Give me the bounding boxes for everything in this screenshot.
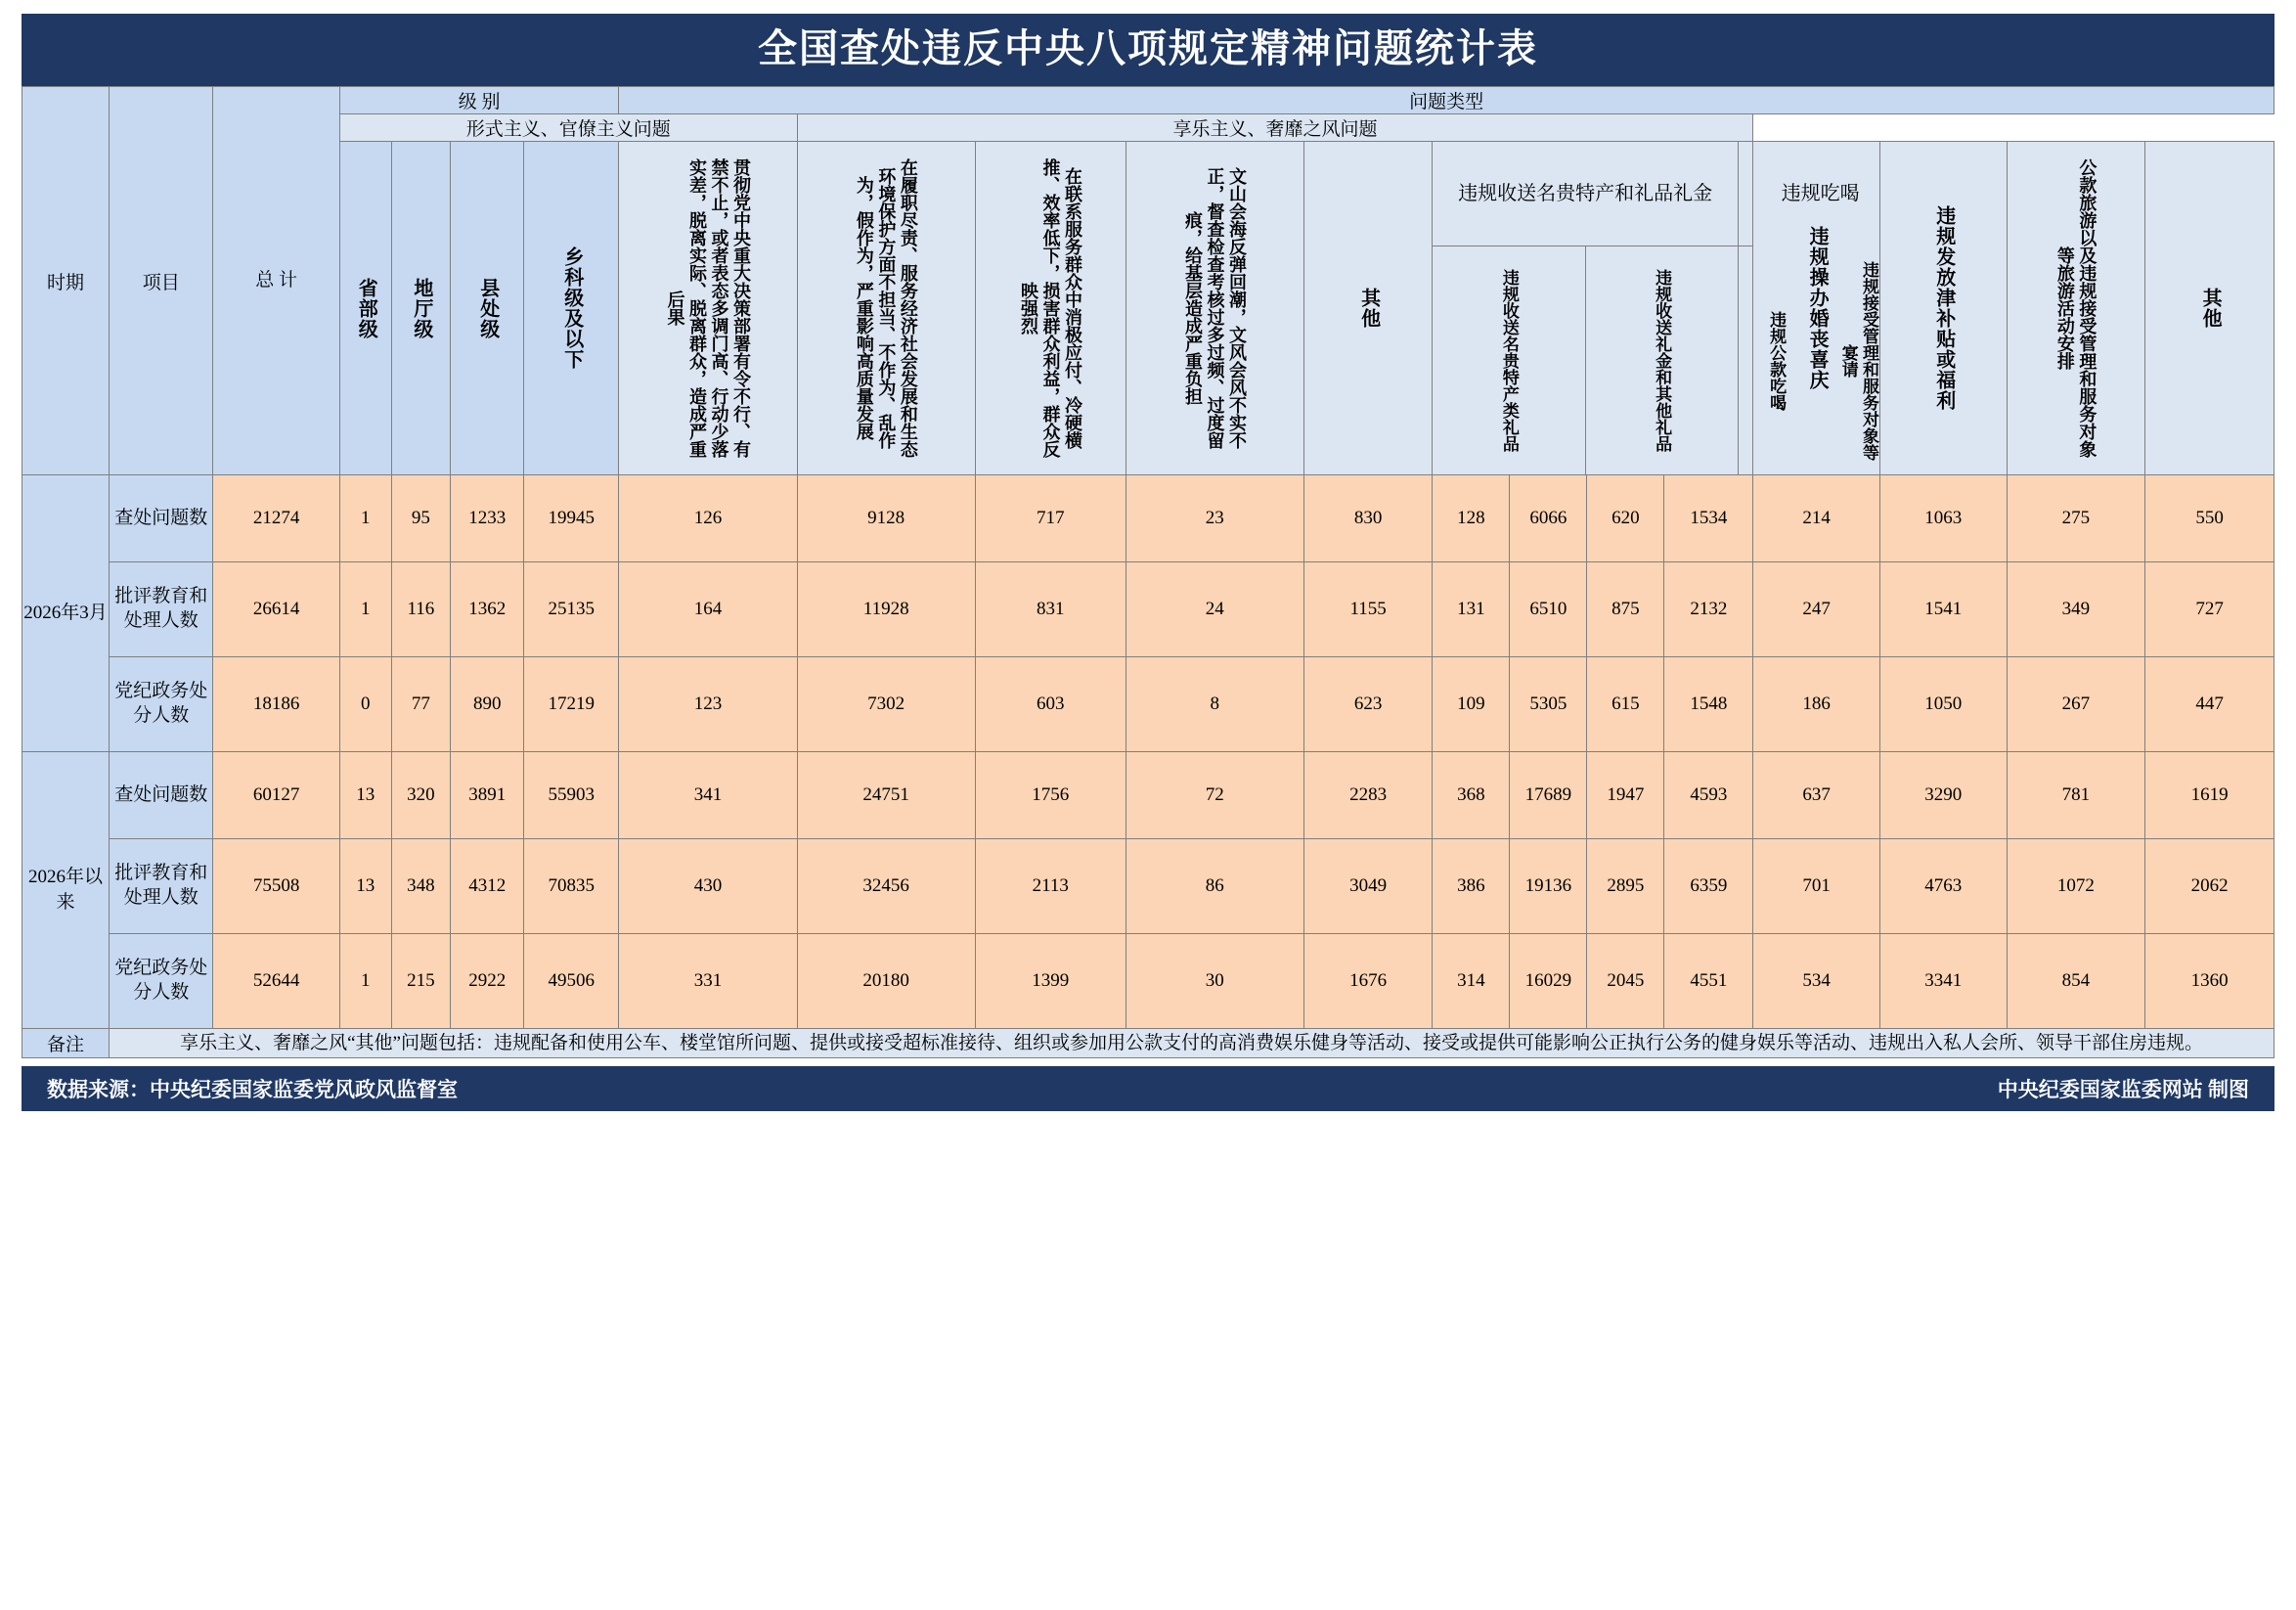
cell-total: 52644 <box>213 934 340 1029</box>
cell-level: 0 <box>339 657 391 752</box>
cell-hedonism: 186 <box>1753 657 1880 752</box>
cell-level: 116 <box>391 562 451 657</box>
header-level-province: 省部级 <box>339 142 391 475</box>
cell-level: 13 <box>339 752 391 839</box>
header-formalism-group: 形式主义、官僚主义问题 <box>339 114 797 142</box>
cell-hedonism: 349 <box>2007 562 2145 657</box>
header-formalism-col-1: 贯彻党中央重大决策部署有令不行、有禁不止，或者表态多调门高、行动少落实差，脱离实际、脱离群众，造成严重后果 <box>619 142 797 475</box>
cell-hedonism: 727 <box>2145 562 2274 657</box>
header-level-bureau: 地厅级 <box>391 142 451 475</box>
cell-formalism: 24751 <box>797 752 975 839</box>
cell-level: 320 <box>391 752 451 839</box>
cell-level: 4312 <box>451 839 524 934</box>
header-row-groups <box>22 87 2274 114</box>
cell-formalism: 164 <box>619 562 797 657</box>
cell-hedonism: 247 <box>1753 562 1880 657</box>
header-gift-sub-1: 违规收送名贵特产类礼品 <box>1433 246 1585 475</box>
row-label: 查处问题数 <box>110 475 213 562</box>
cell-total: 26614 <box>213 562 340 657</box>
cell-level: 1233 <box>451 475 524 562</box>
cell-level: 1362 <box>451 562 524 657</box>
cell-hedonism: 4593 <box>1664 752 1753 839</box>
cell-total: 18186 <box>213 657 340 752</box>
cell-level: 348 <box>391 839 451 934</box>
cell-total: 75508 <box>213 839 340 934</box>
cell-level: 215 <box>391 934 451 1029</box>
cell-hedonism: 615 <box>1587 657 1664 752</box>
header-problem-type: 问题类型 <box>619 87 2274 114</box>
cell-formalism: 123 <box>619 657 797 752</box>
header-formalism-col-2: 在履职尽责、服务经济社会发展和生态环境保护方面不担当、不作为、乱作为，假作为，严重影响高质量发展 <box>797 142 975 475</box>
cell-formalism: 11928 <box>797 562 975 657</box>
cell-formalism: 8 <box>1126 657 1303 752</box>
statistics-table <box>22 86 2274 1058</box>
cell-level: 17219 <box>524 657 619 752</box>
cell-hedonism: 534 <box>1753 934 1880 1029</box>
cell-hedonism: 16029 <box>1510 934 1587 1029</box>
cell-hedonism: 275 <box>2007 475 2145 562</box>
table-row <box>22 657 2274 752</box>
cell-hedonism: 128 <box>1433 475 1510 562</box>
header-hedonism-wedding: 违规操办婚丧喜庆 <box>1753 142 1880 475</box>
cell-hedonism: 386 <box>1433 839 1510 934</box>
cell-formalism: 1676 <box>1303 934 1433 1029</box>
header-dining-sub-1: 违规公款吃喝 <box>1738 246 1814 475</box>
header-formalism-col-4: 文山会海反弹回潮，文风会风不实不正，督查检查考核过多过频、过度留痕，给基层造成严重负担 <box>1126 142 1303 475</box>
cell-hedonism: 1072 <box>2007 839 2145 934</box>
row-label: 批评教育和处理人数 <box>110 562 213 657</box>
cell-level: 890 <box>451 657 524 752</box>
header-total: 总 计 <box>213 87 340 475</box>
cell-hedonism: 1050 <box>1879 657 2007 752</box>
cell-hedonism: 854 <box>2007 934 2145 1029</box>
cell-formalism: 72 <box>1126 752 1303 839</box>
cell-level: 25135 <box>524 562 619 657</box>
cell-hedonism: 1360 <box>2145 934 2274 1029</box>
header-formalism-col-3: 在联系服务群众中消极应付、冷硬横推、效率低下，损害群众利益，群众反映强烈 <box>975 142 1126 475</box>
cell-level: 19945 <box>524 475 619 562</box>
cell-formalism: 430 <box>619 839 797 934</box>
cell-formalism: 23 <box>1126 475 1303 562</box>
cell-hedonism: 6066 <box>1510 475 1587 562</box>
cell-hedonism: 314 <box>1433 934 1510 1029</box>
cell-hedonism: 1541 <box>1879 562 2007 657</box>
cell-hedonism: 109 <box>1433 657 1510 752</box>
cell-hedonism: 1548 <box>1664 657 1753 752</box>
row-label: 党纪政务处分人数 <box>110 657 213 752</box>
cell-level: 49506 <box>524 934 619 1029</box>
footer-maker: 中央纪委国家监委网站 制图 <box>1997 1078 2249 1102</box>
cell-formalism: 341 <box>619 752 797 839</box>
header-level-group: 级 别 <box>339 87 618 114</box>
header-hedonism-allowance: 违规发放津补贴或福利 <box>1879 142 2007 475</box>
cell-formalism: 126 <box>619 475 797 562</box>
cell-hedonism: 5305 <box>1510 657 1587 752</box>
row-label: 批评教育和处理人数 <box>110 839 213 934</box>
cell-formalism: 7302 <box>797 657 975 752</box>
cell-level: 1 <box>339 475 391 562</box>
cell-hedonism: 1947 <box>1587 752 1664 839</box>
cell-formalism: 831 <box>975 562 1126 657</box>
footer-source: 数据来源：中央纪委国家监委党风政风监督室 <box>47 1078 458 1102</box>
cell-level: 95 <box>391 475 451 562</box>
cell-formalism: 86 <box>1126 839 1303 934</box>
header-hedonism-other: 其他 <box>2145 142 2274 475</box>
note-label: 备注 <box>22 1029 110 1058</box>
note-row <box>22 1029 2274 1058</box>
cell-hedonism: 4763 <box>1879 839 2007 934</box>
cell-hedonism: 1619 <box>2145 752 2274 839</box>
header-gift-group: 违规收送名贵特产和礼品礼金 <box>1433 142 1738 246</box>
cell-formalism: 1155 <box>1303 562 1433 657</box>
cell-hedonism: 3341 <box>1879 934 2007 1029</box>
cell-hedonism: 1534 <box>1664 475 1753 562</box>
row-label: 党纪政务处分人数 <box>110 934 213 1029</box>
cell-hedonism: 368 <box>1433 752 1510 839</box>
cell-formalism: 331 <box>619 934 797 1029</box>
table-row <box>22 475 2274 562</box>
cell-formalism: 3049 <box>1303 839 1433 934</box>
header-level-county: 县处级 <box>451 142 524 475</box>
cell-formalism: 2113 <box>975 839 1126 934</box>
table-row <box>22 934 2274 1029</box>
header-level-township: 乡科级及以下 <box>524 142 619 475</box>
cell-hedonism: 131 <box>1433 562 1510 657</box>
cell-hedonism: 781 <box>2007 752 2145 839</box>
cell-formalism: 1756 <box>975 752 1126 839</box>
period-label-2: 2026年以来 <box>22 752 110 1029</box>
table-row <box>22 752 2274 839</box>
cell-level: 2922 <box>451 934 524 1029</box>
cell-hedonism: 2895 <box>1587 839 1664 934</box>
cell-hedonism: 6510 <box>1510 562 1587 657</box>
cell-level: 55903 <box>524 752 619 839</box>
header-dining-group: 违规吃喝 <box>1738 142 1902 246</box>
cell-hedonism: 701 <box>1753 839 1880 934</box>
cell-formalism: 30 <box>1126 934 1303 1029</box>
cell-hedonism: 3290 <box>1879 752 2007 839</box>
cell-formalism: 2283 <box>1303 752 1433 839</box>
cell-formalism: 9128 <box>797 475 975 562</box>
header-project: 项目 <box>110 87 213 475</box>
page-title: 全国查处违反中央八项规定精神问题统计表 <box>22 14 2274 86</box>
cell-hedonism: 2045 <box>1587 934 1664 1029</box>
cell-level: 70835 <box>524 839 619 934</box>
cell-level: 3891 <box>451 752 524 839</box>
cell-hedonism: 19136 <box>1510 839 1587 934</box>
header-row-columns <box>22 142 2274 475</box>
cell-formalism: 830 <box>1303 475 1433 562</box>
cell-hedonism: 550 <box>2145 475 2274 562</box>
cell-formalism: 32456 <box>797 839 975 934</box>
table-row <box>22 562 2274 657</box>
cell-hedonism: 875 <box>1587 562 1664 657</box>
cell-level: 1 <box>339 562 391 657</box>
cell-formalism: 623 <box>1303 657 1433 752</box>
cell-hedonism: 4551 <box>1664 934 1753 1029</box>
header-row-subgroups <box>22 114 2274 142</box>
cell-hedonism: 447 <box>2145 657 2274 752</box>
row-label: 查处问题数 <box>110 752 213 839</box>
cell-total: 21274 <box>213 475 340 562</box>
cell-formalism: 717 <box>975 475 1126 562</box>
cell-formalism: 24 <box>1126 562 1303 657</box>
header-hedonism-travel: 公款旅游以及违规接受管理和服务对象等旅游活动安排 <box>2007 142 2145 475</box>
header-period: 时期 <box>22 87 110 475</box>
cell-hedonism: 2062 <box>2145 839 2274 934</box>
cell-hedonism: 2132 <box>1664 562 1753 657</box>
cell-level: 13 <box>339 839 391 934</box>
cell-hedonism: 214 <box>1753 475 1880 562</box>
header-dining-sub-2: 违规接受管理和服务对象等宴请 <box>1814 246 1902 475</box>
header-formalism-other: 其他 <box>1303 142 1433 475</box>
footer-bar <box>22 1066 2274 1111</box>
cell-level: 77 <box>391 657 451 752</box>
cell-hedonism: 17689 <box>1510 752 1587 839</box>
cell-formalism: 1399 <box>975 934 1126 1029</box>
header-gift-sub-2: 违规收送礼金和其他礼品 <box>1585 246 1738 475</box>
note-text: 享乐主义、奢靡之风“其他”问题包括：违规配备和使用公车、楼堂馆所问题、提供或接受超标准接待、组织或参加用公款支付的高消费娱乐健身等活动、接受或提供可能影响公正执行公务的健身娱乐等活动、违规出入私人会所、领导干部住房违规。 <box>110 1029 2274 1058</box>
cell-total: 60127 <box>213 752 340 839</box>
period-label-1: 2026年3月 <box>22 475 110 752</box>
cell-formalism: 603 <box>975 657 1126 752</box>
cell-level: 1 <box>339 934 391 1029</box>
cell-hedonism: 620 <box>1587 475 1664 562</box>
cell-hedonism: 6359 <box>1664 839 1753 934</box>
cell-hedonism: 267 <box>2007 657 2145 752</box>
table-row <box>22 839 2274 934</box>
header-hedonism-group: 享乐主义、奢靡之风问题 <box>797 114 1753 142</box>
cell-hedonism: 1063 <box>1879 475 2007 562</box>
cell-hedonism: 637 <box>1753 752 1880 839</box>
cell-formalism: 20180 <box>797 934 975 1029</box>
